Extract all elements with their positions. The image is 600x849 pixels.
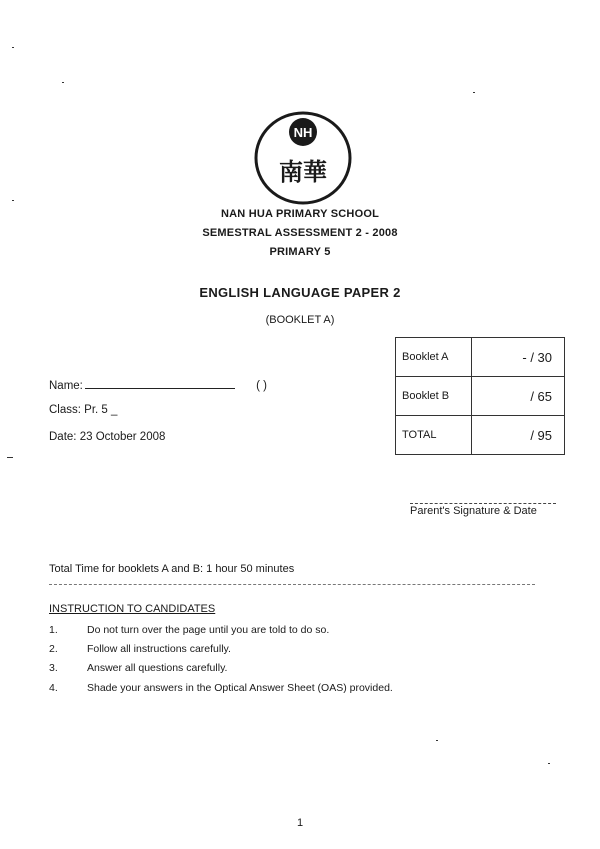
instructions-heading: INSTRUCTION TO CANDIDATES — [49, 603, 216, 615]
scan-speck — [7, 457, 13, 458]
score-value: / 65 — [472, 377, 565, 416]
scan-speck — [12, 47, 14, 48]
name-line[interactable] — [85, 377, 235, 389]
item-text: Shade your answers in the Optical Answer Sheet (OAS) provided. — [87, 682, 393, 694]
scan-speck — [548, 763, 550, 764]
item-number: 4. — [49, 682, 58, 694]
list-item — [49, 624, 329, 636]
class-field — [49, 404, 117, 416]
list-item — [49, 682, 393, 694]
name-field[interactable] — [49, 377, 267, 392]
score-label: Booklet B — [396, 377, 472, 416]
item-number: 2. — [49, 643, 58, 655]
item-text: Follow all instructions carefully. — [87, 643, 231, 655]
item-text: Answer all questions carefully. — [87, 662, 228, 674]
booklet-label: (BOOKLET A) — [265, 314, 335, 326]
scan-speck — [12, 200, 14, 201]
logo-initials: NH — [293, 125, 313, 140]
scan-speck — [62, 82, 64, 83]
logo-chinese: 南華 — [279, 158, 327, 186]
item-text: Do not turn over the page until you are told to do so. — [87, 624, 330, 636]
paper-title: ENGLISH LANGUAGE PAPER 2 — [199, 285, 401, 300]
score-value: - / 30 — [472, 338, 565, 377]
table-row — [396, 416, 565, 455]
name-label: Name: — [49, 380, 83, 392]
total-time: Total Time for booklets A and B: 1 hour 50 minutes — [49, 563, 295, 575]
item-number: 3. — [49, 662, 58, 674]
scan-speck — [473, 92, 475, 93]
score-label: Booklet A — [396, 338, 472, 377]
score-label: TOTAL — [396, 416, 472, 455]
divider-line — [49, 584, 535, 585]
item-number: 1. — [49, 624, 58, 636]
date-value: 23 October 2008 — [79, 431, 166, 443]
signature-label: Parent's Signature & Date — [410, 505, 537, 517]
date-field — [49, 431, 165, 443]
date-label: Date: — [49, 431, 77, 443]
school-crest-logo — [253, 110, 353, 206]
table-row — [396, 338, 565, 377]
school-name: NAN HUA PRIMARY SCHOOL — [221, 208, 379, 220]
list-item — [49, 643, 231, 655]
class-label: Class: — [49, 404, 81, 416]
page-number: 1 — [296, 817, 304, 829]
score-table — [395, 337, 565, 455]
assessment-title: SEMESTRAL ASSESSMENT 2 - 2008 — [202, 227, 398, 239]
signature-line — [410, 503, 556, 504]
table-row — [396, 377, 565, 416]
class-value: Pr. 5 _ — [84, 404, 118, 416]
level-title: PRIMARY 5 — [269, 246, 331, 258]
scan-speck — [436, 740, 438, 741]
list-item — [49, 662, 227, 674]
register-brackets: ( ) — [256, 380, 267, 392]
score-value: / 95 — [472, 416, 565, 455]
